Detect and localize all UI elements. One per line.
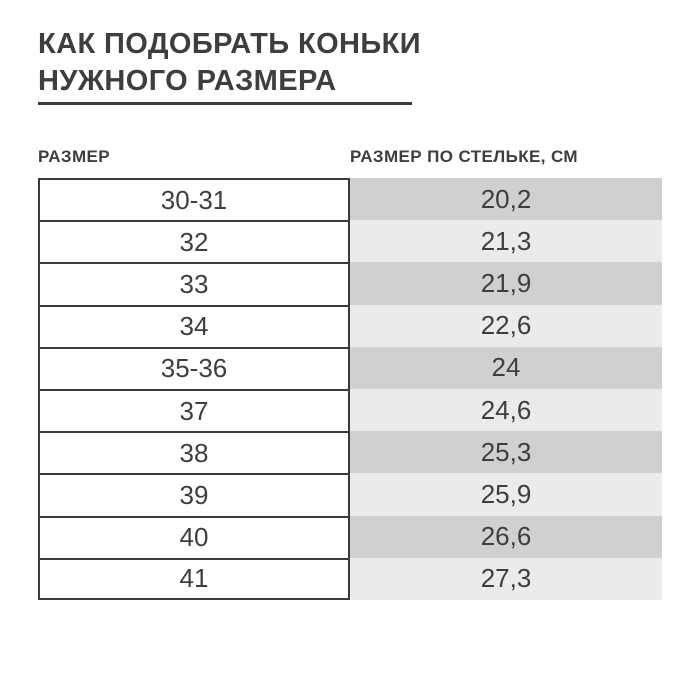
insole-length-cell: 20,2 [350, 178, 662, 220]
table-row [38, 262, 662, 304]
size-cell: 33 [38, 262, 350, 304]
size-cell: 32 [38, 220, 350, 262]
insole-length-cell: 24,6 [350, 389, 662, 431]
insole-length-cell: 24 [350, 347, 662, 389]
page-title [38, 26, 421, 99]
title-underline-rule [38, 102, 412, 105]
insole-length-cell: 21,9 [350, 262, 662, 304]
table-row [38, 305, 662, 347]
size-cell: 38 [38, 431, 350, 473]
column-header-size: РАЗМЕР [38, 147, 111, 166]
insole-length-cell: 21,3 [350, 220, 662, 262]
page-title-line1: КАК ПОДОБРАТЬ КОНЬКИ [38, 28, 421, 60]
insole-length-cell: 26,6 [350, 516, 662, 558]
size-cell: 30-31 [38, 178, 350, 220]
table-row [38, 473, 662, 515]
size-cell: 40 [38, 516, 350, 558]
table-row [38, 178, 662, 220]
table-row [38, 558, 662, 600]
column-header-insole-length: РАЗМЕР ПО СТЕЛЬКЕ, СМ [350, 147, 578, 166]
size-cell: 37 [38, 389, 350, 431]
size-cell: 34 [38, 305, 350, 347]
page-title-line2: НУЖНОГО РАЗМЕРА [38, 64, 337, 97]
insole-length-cell: 27,3 [350, 558, 662, 600]
insole-length-cell: 25,3 [350, 431, 662, 473]
table-row [38, 431, 662, 473]
insole-length-cell: 25,9 [350, 473, 662, 515]
size-cell: 41 [38, 558, 350, 600]
table-row [38, 389, 662, 431]
size-table [38, 178, 662, 600]
table-row [38, 220, 662, 262]
size-cell: 39 [38, 473, 350, 515]
insole-length-cell: 22,6 [350, 305, 662, 347]
table-row [38, 516, 662, 558]
table-row [38, 347, 662, 389]
size-cell: 35-36 [38, 347, 350, 389]
